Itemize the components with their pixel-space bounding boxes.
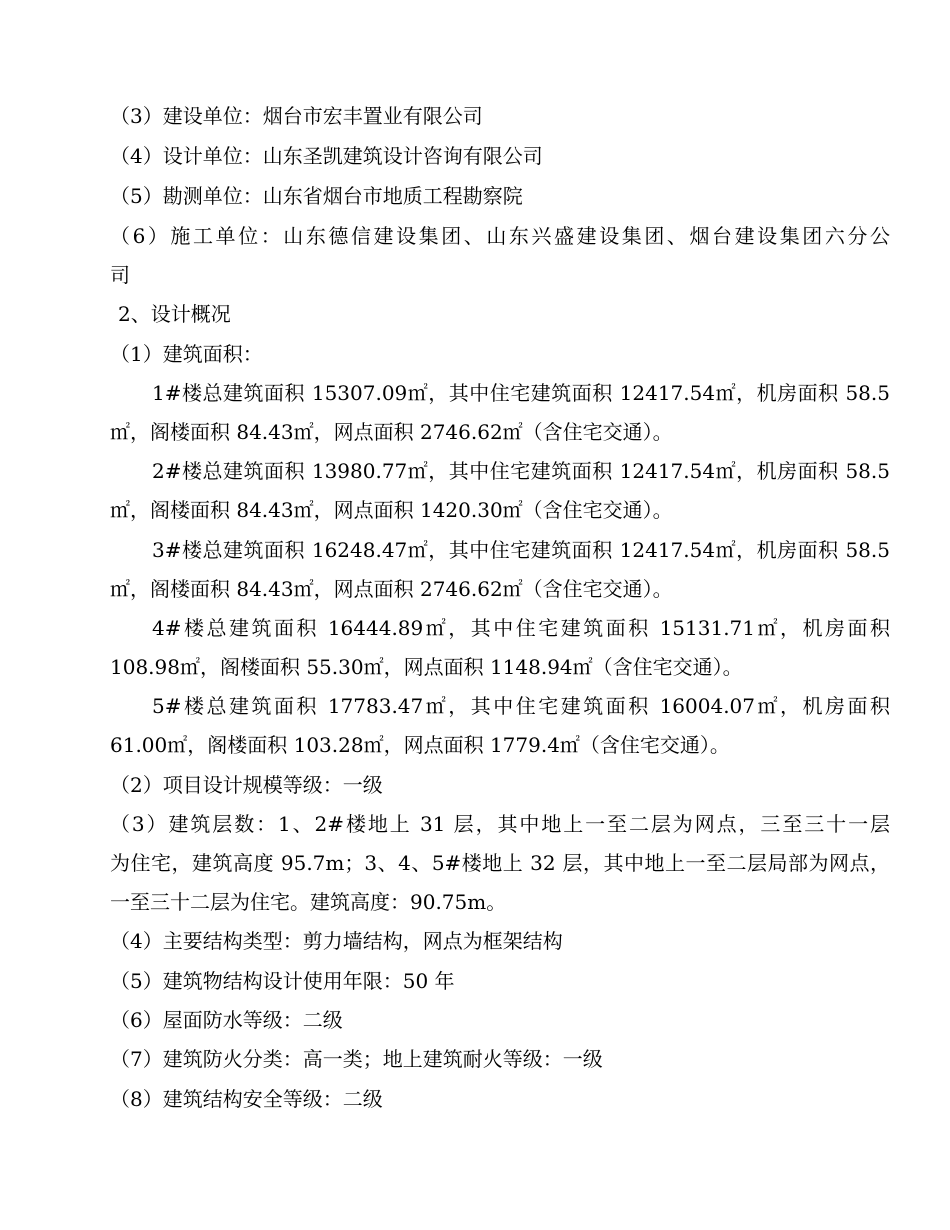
design-service-life: （5）建筑物结构设计使用年限：50 年 [110,969,455,993]
building-5-area: 5#楼总建筑面积 17783.47㎡，其中住宅建筑面积 16004.07㎡，机房面积 [152,694,890,718]
building-4-area-cont: 108.98㎡，阁楼面积 55.30㎡，网点面积 1148.94㎡（含住宅交通）。 [110,655,743,679]
building-floors-cont-2: 一至三十二层为住宅。建筑高度：90.75m。 [110,890,507,914]
building-4-area: 4#楼总建筑面积 16444.89㎡，其中住宅建筑面积 15131.71㎡，机房面积 [152,616,890,640]
unit-construction: （3）建设单位：烟台市宏丰置业有限公司 [110,104,483,128]
building-1-area-cont: ㎡，阁楼面积 84.43㎡，网点面积 2746.62㎡（含住宅交通）。 [110,420,673,444]
roof-waterproof-grade: （6）屋面防水等级：二级 [110,1008,343,1032]
building-3-area: 3#楼总建筑面积 16248.47㎡，其中住宅建筑面积 12417.54㎡，机房面积 58.5 [152,538,890,562]
building-2-area-cont: ㎡，阁楼面积 84.43㎡，网点面积 1420.30㎡（含住宅交通）。 [110,498,673,522]
building-2-area: 2#楼总建筑面积 13980.77㎡，其中住宅建筑面积 12417.54㎡，机房面积 58.5 [152,459,890,483]
building-floors-cont-1: 为住宅，建筑高度 95.7m；3、4、5#楼地上 32 层，其中地上一至二层局部为网点， [110,851,890,875]
unit-design: （4）设计单位：山东圣凯建筑设计咨询有限公司 [110,144,543,168]
design-scale-grade: （2）项目设计规模等级：一级 [110,773,383,797]
building-1-area: 1#楼总建筑面积 15307.09㎡，其中住宅建筑面积 12417.54㎡，机房面积 58.5 [152,381,890,405]
unit-survey: （5）勘测单位：山东省烟台市地质工程勘察院 [110,184,523,208]
section-heading-design-overview: 2、设计概况 [118,302,231,326]
unit-contractor: （6）施工单位：山东德信建设集团、山东兴盛建设集团、烟台建设集团六分公 [110,224,890,248]
structure-safety-grade: （8）建筑结构安全等级：二级 [110,1087,383,1111]
building-floors: （3）建筑层数：1、2#楼地上 31 层，其中地上一至二层为网点，三至三十一层 [110,812,890,836]
building-5-area-cont: 61.00㎡，阁楼面积 103.28㎡，网点面积 1779.4㎡（含住宅交通）。 [110,733,730,757]
subheading-building-area: （1）建筑面积： [110,342,263,366]
unit-contractor-cont: 司 [110,263,130,287]
building-3-area-cont: ㎡，阁楼面积 84.43㎡，网点面积 2746.62㎡（含住宅交通）。 [110,577,673,601]
structure-type: （4）主要结构类型：剪力墙结构，网点为框架结构 [110,929,563,953]
fire-classification: （7）建筑防火分类：高一类；地上建筑耐火等级：一级 [110,1047,603,1071]
